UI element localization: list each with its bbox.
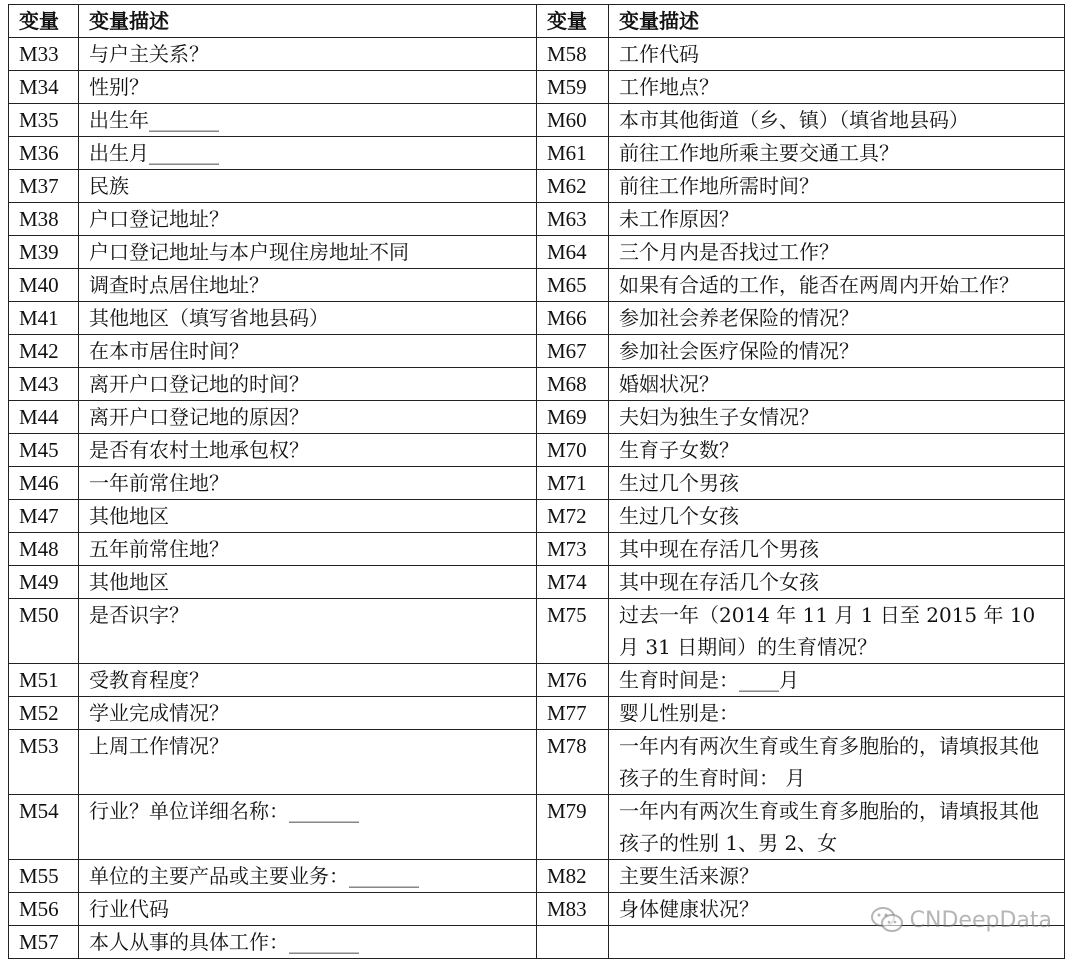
table-row <box>9 467 1065 500</box>
var-desc-right: 参加社会养老保险的情况？ <box>609 302 1065 335</box>
var-desc-right: 生育时间是：____月 <box>609 664 1065 697</box>
table-row <box>9 71 1065 104</box>
table-row <box>9 401 1065 434</box>
var-desc-left: 出生月_______ <box>79 137 537 170</box>
var-code-right: M66 <box>537 302 609 335</box>
var-desc-left: 是否有农村土地承包权？ <box>79 434 537 467</box>
var-code-left: M45 <box>9 434 79 467</box>
var-code-left: M38 <box>9 203 79 236</box>
var-desc-left: 受教育程度？ <box>79 664 537 697</box>
var-code-right: M78 <box>537 730 609 795</box>
var-code-right: M58 <box>537 38 609 71</box>
var-code-right: M82 <box>537 860 609 893</box>
var-desc-right: 主要生活来源？ <box>609 860 1065 893</box>
var-desc-left: 是否识字？ <box>79 599 537 664</box>
table-row <box>9 302 1065 335</box>
header-var-left: 变量 <box>9 5 79 38</box>
var-desc-right: 生育子女数？ <box>609 434 1065 467</box>
var-code-left: M43 <box>9 368 79 401</box>
var-code-left: M40 <box>9 269 79 302</box>
var-code-right: M71 <box>537 467 609 500</box>
var-desc-left: 出生年_______ <box>79 104 537 137</box>
var-code-right: M73 <box>537 533 609 566</box>
var-desc-left: 离开户口登记地的时间？ <box>79 368 537 401</box>
var-desc-right: 生过几个男孩 <box>609 467 1065 500</box>
var-desc-right: 婴儿性别是： <box>609 697 1065 730</box>
header-desc-left: 变量描述 <box>79 5 537 38</box>
var-desc-right: 婚姻状况？ <box>609 368 1065 401</box>
var-code-right: M62 <box>537 170 609 203</box>
var-desc-left: 其他地区 <box>79 500 537 533</box>
table-row <box>9 697 1065 730</box>
table-row <box>9 599 1065 664</box>
table-row <box>9 203 1065 236</box>
var-desc-left: 其他地区（填写省地县码） <box>79 302 537 335</box>
var-code-left: M52 <box>9 697 79 730</box>
var-desc-right: 本市其他街道（乡、镇）（填省地县码） <box>609 104 1065 137</box>
var-code-right: M72 <box>537 500 609 533</box>
var-desc-left: 上周工作情况？ <box>79 730 537 795</box>
var-code-right: M61 <box>537 137 609 170</box>
var-code-left: M47 <box>9 500 79 533</box>
var-code-right: M70 <box>537 434 609 467</box>
var-code-right: M59 <box>537 71 609 104</box>
table-row <box>9 566 1065 599</box>
var-desc-right: 生过几个女孩 <box>609 500 1065 533</box>
var-desc-left: 户口登记地址？ <box>79 203 537 236</box>
table-row <box>9 730 1065 795</box>
var-code-left: M33 <box>9 38 79 71</box>
table-row <box>9 38 1065 71</box>
var-desc-right: 如果有合适的工作，能否在两周内开始工作？ <box>609 269 1065 302</box>
table-row <box>9 533 1065 566</box>
table-row <box>9 104 1065 137</box>
var-desc-right: 三个月内是否找过工作？ <box>609 236 1065 269</box>
var-desc-left: 本人从事的具体工作：_______ <box>79 926 537 959</box>
watermark-text: CNDeepData <box>909 907 1052 933</box>
var-desc-right: 过去一年（2014 年 11 月 1 日至 2015 年 10 月 31 日期间）的生育情况？ <box>609 599 1065 664</box>
var-desc-left: 民族 <box>79 170 537 203</box>
header-var-right: 变量 <box>537 5 609 38</box>
var-code-left: M36 <box>9 137 79 170</box>
var-code-right: M77 <box>537 697 609 730</box>
var-code-left: M54 <box>9 795 79 860</box>
var-code-left: M39 <box>9 236 79 269</box>
var-code-right: M60 <box>537 104 609 137</box>
var-code-right: M64 <box>537 236 609 269</box>
var-desc-left: 在本市居住时间？ <box>79 335 537 368</box>
var-code-right: M79 <box>537 795 609 860</box>
table-row <box>9 664 1065 697</box>
table-row <box>9 170 1065 203</box>
var-code-left: M50 <box>9 599 79 664</box>
var-code-right: M83 <box>537 893 609 926</box>
var-code-left: M34 <box>9 71 79 104</box>
var-desc-right: 参加社会医疗保险的情况？ <box>609 335 1065 368</box>
var-desc-right: 其中现在存活几个男孩 <box>609 533 1065 566</box>
var-desc-right: 工作代码 <box>609 38 1065 71</box>
var-code-right: M74 <box>537 566 609 599</box>
var-code-right: M75 <box>537 599 609 664</box>
var-desc-left: 与户主关系？ <box>79 38 537 71</box>
table-body <box>9 38 1065 959</box>
table-row <box>9 368 1065 401</box>
var-desc-right: 前往工作地所需时间？ <box>609 170 1065 203</box>
table-row <box>9 236 1065 269</box>
var-code-left: M42 <box>9 335 79 368</box>
var-desc-right: 工作地点？ <box>609 71 1065 104</box>
variable-table-document <box>8 4 1064 959</box>
table-header-row <box>9 5 1065 38</box>
table-row <box>9 860 1065 893</box>
var-code-left: M35 <box>9 104 79 137</box>
var-code-left: M44 <box>9 401 79 434</box>
var-desc-right: 其中现在存活几个女孩 <box>609 566 1065 599</box>
var-code-left: M57 <box>9 926 79 959</box>
var-code-left: M37 <box>9 170 79 203</box>
var-desc-left: 调查时点居住地址？ <box>79 269 537 302</box>
variable-table <box>8 4 1065 959</box>
wechat-icon <box>870 906 904 934</box>
table-row <box>9 500 1065 533</box>
var-desc-right: 夫妇为独生子女情况？ <box>609 401 1065 434</box>
var-desc-right: 未工作原因？ <box>609 203 1065 236</box>
var-code-right: M67 <box>537 335 609 368</box>
table-row <box>9 795 1065 860</box>
table-row <box>9 269 1065 302</box>
var-code-left: M48 <box>9 533 79 566</box>
var-code-right: M69 <box>537 401 609 434</box>
var-desc-left: 其他地区 <box>79 566 537 599</box>
var-code-left: M41 <box>9 302 79 335</box>
header-desc-right: 变量描述 <box>609 5 1065 38</box>
var-code-left: M56 <box>9 893 79 926</box>
var-code-right: M65 <box>537 269 609 302</box>
var-desc-right: 前往工作地所乘主要交通工具？ <box>609 137 1065 170</box>
var-desc-left: 五年前常住地？ <box>79 533 537 566</box>
var-desc-right: 一年内有两次生育或生育多胞胎的，请填报其他孩子的生育时间： 月 <box>609 730 1065 795</box>
var-desc-left: 行业代码 <box>79 893 537 926</box>
table-row <box>9 434 1065 467</box>
var-desc-left: 行业？单位详细名称：_______ <box>79 795 537 860</box>
var-code-right: M68 <box>537 368 609 401</box>
var-desc-left: 单位的主要产品或主要业务：_______ <box>79 860 537 893</box>
var-desc-right: 身体健康状况？ <box>609 893 1065 926</box>
watermark <box>870 906 1052 934</box>
var-desc-left: 离开户口登记地的原因？ <box>79 401 537 434</box>
var-code-left: M53 <box>9 730 79 795</box>
table-row <box>9 137 1065 170</box>
var-desc-left: 性别？ <box>79 71 537 104</box>
var-code-right: M76 <box>537 664 609 697</box>
var-desc-right: 一年内有两次生育或生育多胞胎的，请填报其他孩子的性别 1、男 2、女 <box>609 795 1065 860</box>
var-code-left: M51 <box>9 664 79 697</box>
var-desc-left: 户口登记地址与本户现住房地址不同 <box>79 236 537 269</box>
var-desc-left: 一年前常住地？ <box>79 467 537 500</box>
var-code-left: M49 <box>9 566 79 599</box>
var-code-right <box>537 926 609 959</box>
var-code-left: M55 <box>9 860 79 893</box>
var-desc-left: 学业完成情况？ <box>79 697 537 730</box>
var-code-right: M63 <box>537 203 609 236</box>
var-code-left: M46 <box>9 467 79 500</box>
table-row <box>9 335 1065 368</box>
